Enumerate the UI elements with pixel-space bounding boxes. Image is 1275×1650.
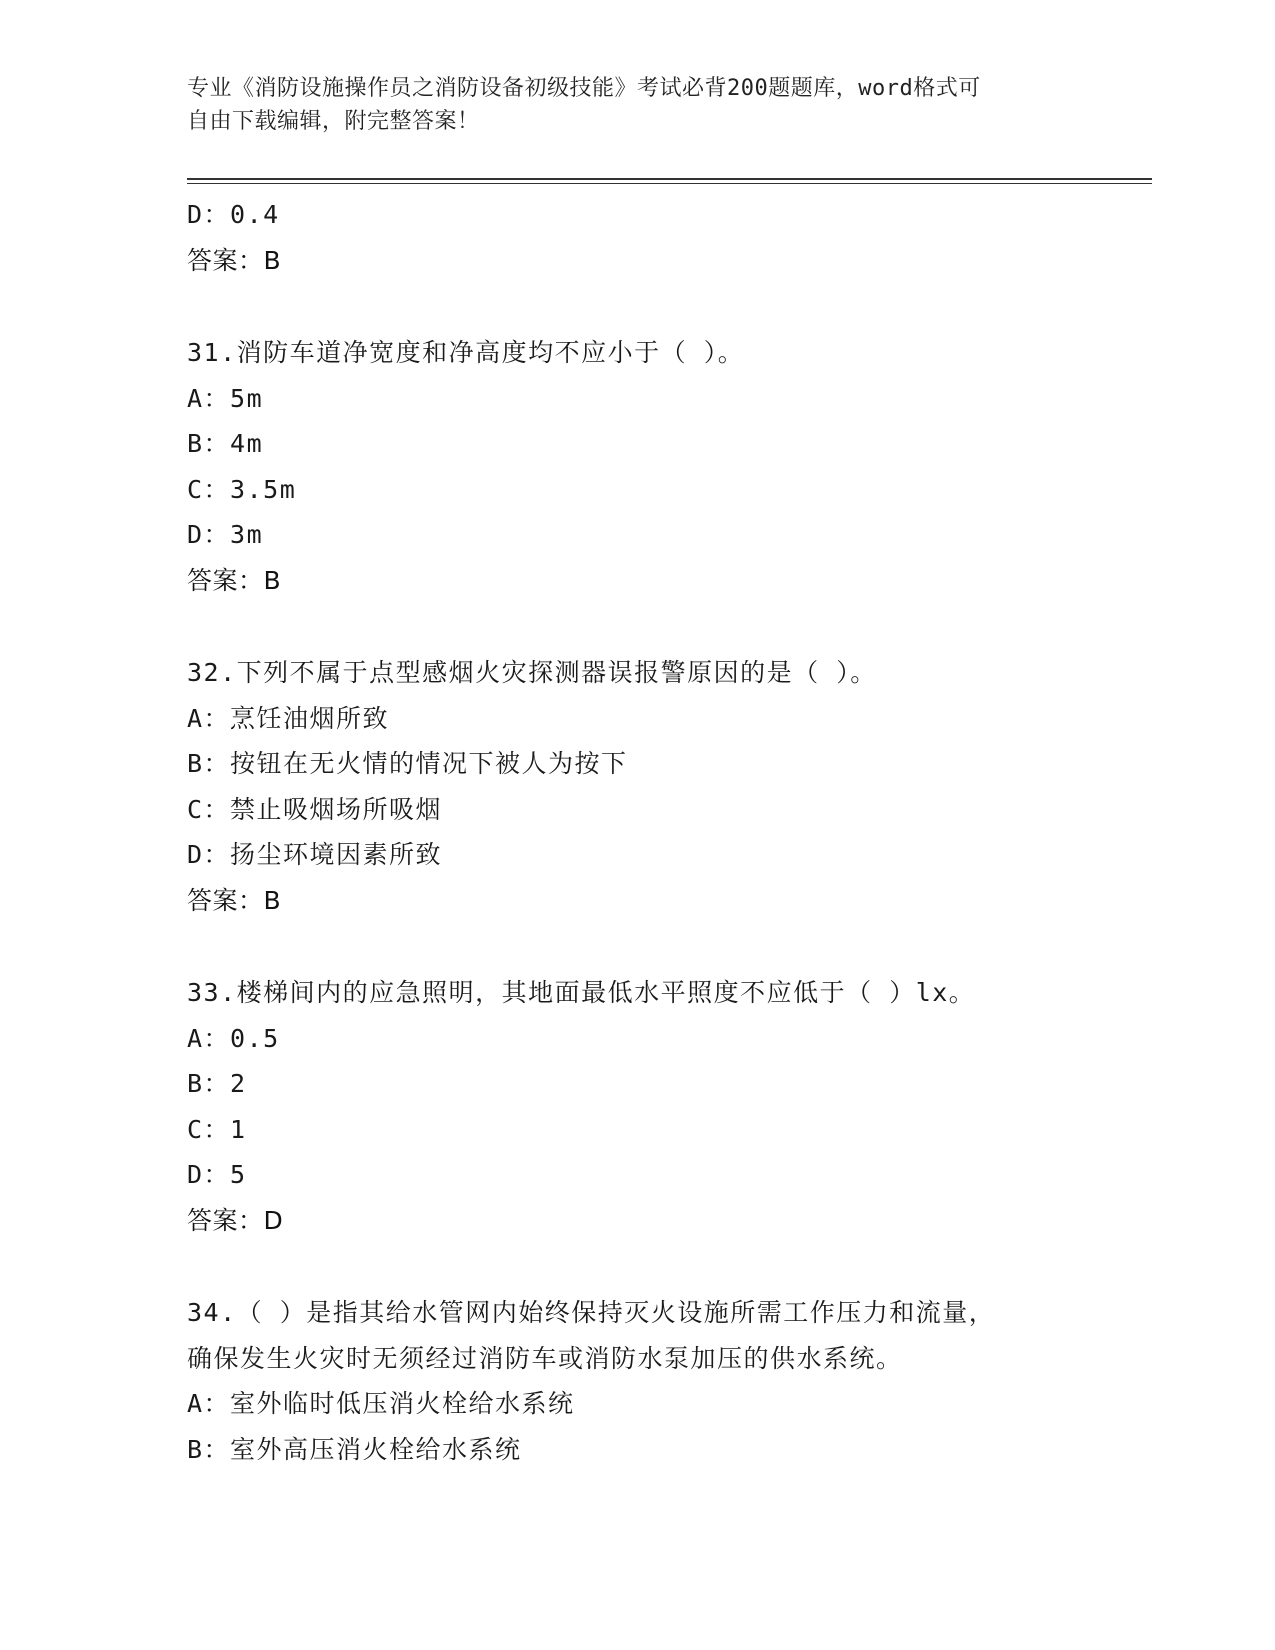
question-text-line-1: 34.（ ）是指其给水管网内始终保持灭火设施所需工作压力和流量， xyxy=(187,1298,996,1327)
option-d: D：3m xyxy=(187,520,264,549)
option-d: D：5 xyxy=(187,1160,247,1189)
option-c: C：禁止吸烟场所吸烟 xyxy=(187,794,443,824)
option-b: B：2 xyxy=(187,1069,247,1098)
answer-line: 答案：B xyxy=(187,565,282,595)
header-divider-thin xyxy=(187,183,1152,184)
option-a: A：烹饪油烟所致 xyxy=(187,703,390,733)
header-line-1: 专业《消防设施操作员之消防设备初级技能》考试必背200题题库，word格式可 xyxy=(187,76,981,101)
question-30-tail xyxy=(187,192,1152,283)
page-header xyxy=(187,72,1087,138)
option-d: D：0.4 xyxy=(187,200,280,229)
answer-line: 答案：B xyxy=(187,245,282,275)
question-34 xyxy=(187,1290,1152,1472)
question-31 xyxy=(187,330,1152,603)
option-b: B：室外高压消火栓给水系统 xyxy=(187,1434,522,1464)
option-a: A：0.5 xyxy=(187,1023,280,1053)
option-b: B：4m xyxy=(187,429,264,458)
option-c: C：3.5m xyxy=(187,474,297,504)
option-c: C：1 xyxy=(187,1114,247,1144)
option-a: A：室外临时低压消火栓给水系统 xyxy=(187,1389,575,1418)
header-divider-thick xyxy=(187,178,1152,180)
question-text: 33.楼梯间内的应急照明，其地面最低水平照度不应低于（ ）lx。 xyxy=(187,978,976,1007)
question-32 xyxy=(187,650,1152,923)
question-text: 31.消防车道净宽度和净高度均不应小于（ ）。 xyxy=(187,338,745,367)
option-a: A：5m xyxy=(187,383,264,413)
question-text: 32.下列不属于点型感烟火灾探测器误报警原因的是（ ）。 xyxy=(187,658,877,687)
answer-line: 答案：D xyxy=(187,1205,284,1235)
question-text-line-2: 确保发生火灾时无须经过消防车或消防水泵加压的供水系统。 xyxy=(187,1343,903,1373)
document-body xyxy=(187,192,1152,1472)
option-d: D：扬尘环境因素所致 xyxy=(187,840,443,869)
answer-line: 答案：B xyxy=(187,885,282,915)
option-b: B：按钮在无火情的情况下被人为按下 xyxy=(187,749,628,778)
question-33 xyxy=(187,970,1152,1243)
header-line-2: 自由下载编辑，附完整答案！ xyxy=(187,109,480,134)
